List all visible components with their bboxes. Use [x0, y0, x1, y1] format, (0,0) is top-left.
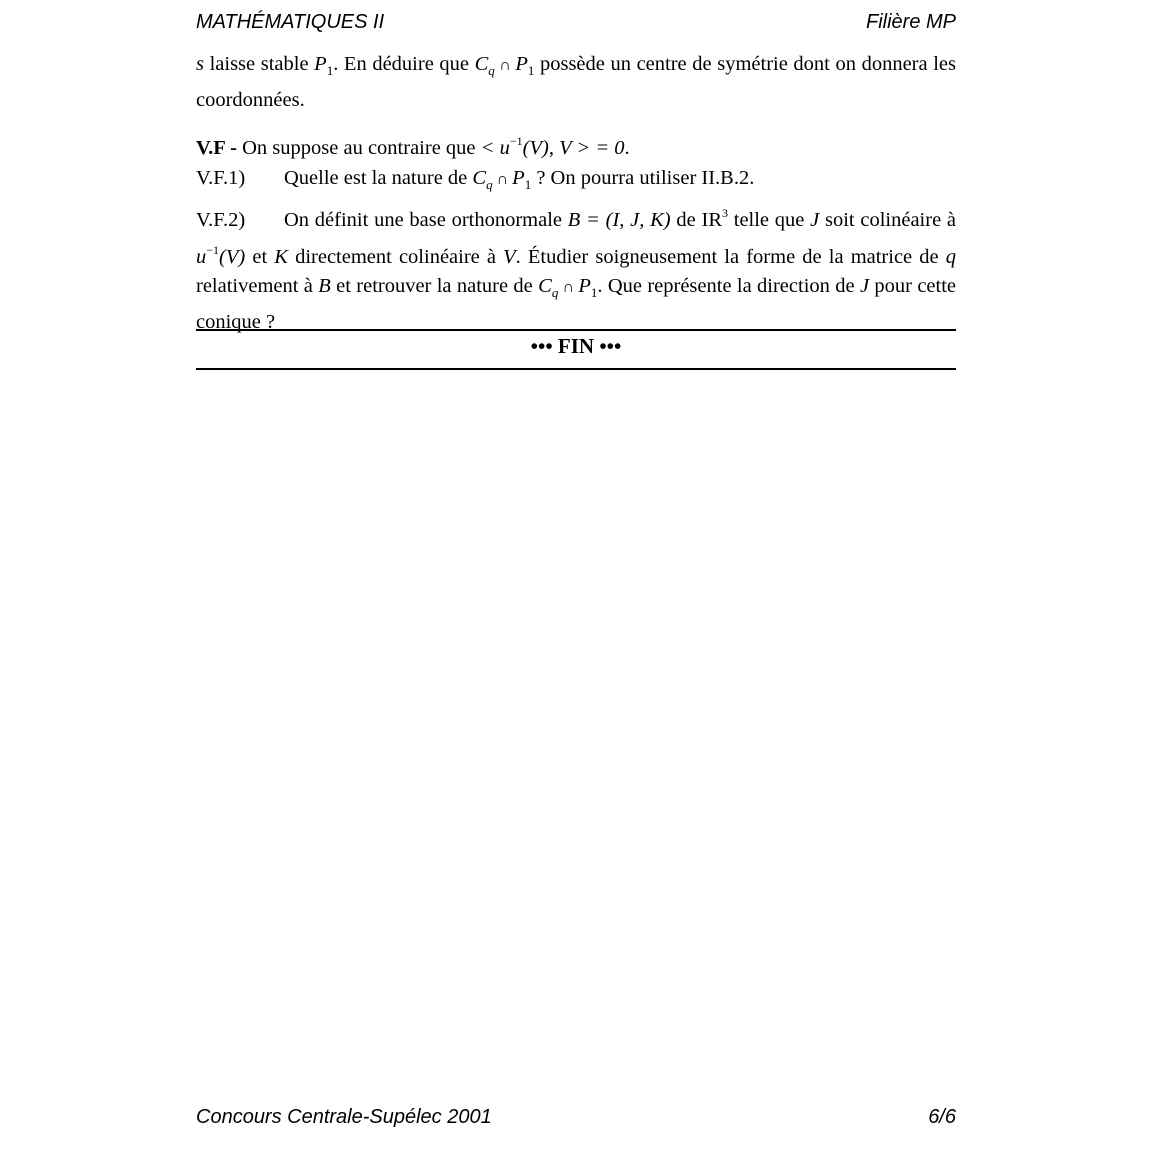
question-vf2: V.F.2) On définit une base orthonormale B = (I, J, K) de $IR^3$ telle que J soit colinéaire à $u^{-1}(V)$ et K directement colinéaire à V. Étudier soigneusement la forme de la matrice de q relativement à B et retrouver la nature de $C_q$ ∩ $P_1$. Que représente la direction de J pour cette conique ?	[196, 206, 957, 333]
end-marker: ••• FIN •••	[530, 334, 622, 358]
section-label: V.F -	[196, 137, 237, 159]
question-number: V.F.1)	[196, 166, 246, 189]
page-number: 6/6	[928, 1106, 956, 1128]
section-vf: V.F - On suppose au contraire que < $u^{-1}(V)$, V > = 0.	[196, 134, 630, 159]
question-number: V.F.2)	[196, 209, 246, 231]
header-track: Filière MP	[865, 11, 956, 33]
divider-bottom	[196, 368, 956, 370]
question-vf1: V.F.1) Quelle est la nature de $C_q$ ∩ $P_1$ ? On pourra utiliser II.B.2.	[196, 164, 956, 200]
divider-top	[196, 329, 956, 331]
footer-exam: Concours Centrale-Supélec 2001	[196, 1106, 492, 1128]
document-body	[196, 50, 956, 337]
paragraph-symmetry: s laisse stable $P_1$. En déduire que $C_q$ ∩ $P_1$ possède un centre de symétrie dont on donnera les coordonnées.	[196, 53, 956, 111]
header-subject: MATHÉMATIQUES II	[196, 11, 385, 33]
page	[196, 0, 956, 1152]
